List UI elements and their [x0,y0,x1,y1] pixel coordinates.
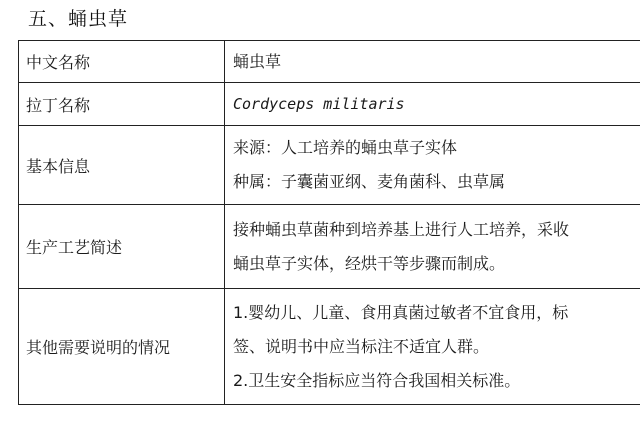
latin-name-text: Cordyceps militaris [233,95,405,113]
value-line: 来源：人工培养的蛹虫草子实体 [233,138,458,157]
row-value [225,289,640,405]
table-row-chinese-name [19,41,640,83]
row-label: 生产工艺简述 [19,205,225,289]
value-line: 种属：子囊菌亚纲、麦角菌科、虫草属 [233,172,506,191]
table-row-other-notes [19,289,640,405]
table-row-basic-info [19,126,640,205]
row-label: 拉丁名称 [19,83,225,126]
row-label: 基本信息 [19,126,225,205]
value-line: 2.卫生安全指标应当符合我国相关标准。 [233,370,521,390]
row-label: 中文名称 [19,41,225,83]
row-label: 其他需要说明的情况 [19,289,225,405]
value-line: 蛹虫草子实体，经烘干等步骤而制成。 [233,253,506,273]
table-row-production-process [19,205,640,289]
info-table [18,40,640,405]
value-line: 接种蛹虫草菌种到培养基上进行人工培养，采收 [233,219,570,239]
row-value [225,83,640,126]
row-value [225,205,640,289]
row-value [225,41,640,83]
section-heading: 五、蛹虫草 [28,8,129,30]
value-line: 蛹虫草 [233,51,282,71]
value-line: 1.婴幼儿、儿童、食用真菌过敏者不宜食用，标 [233,302,569,322]
row-value [225,126,640,205]
value-line: 签、说明书中应当标注不适宜人群。 [233,336,490,356]
table-row-latin-name [19,83,640,126]
